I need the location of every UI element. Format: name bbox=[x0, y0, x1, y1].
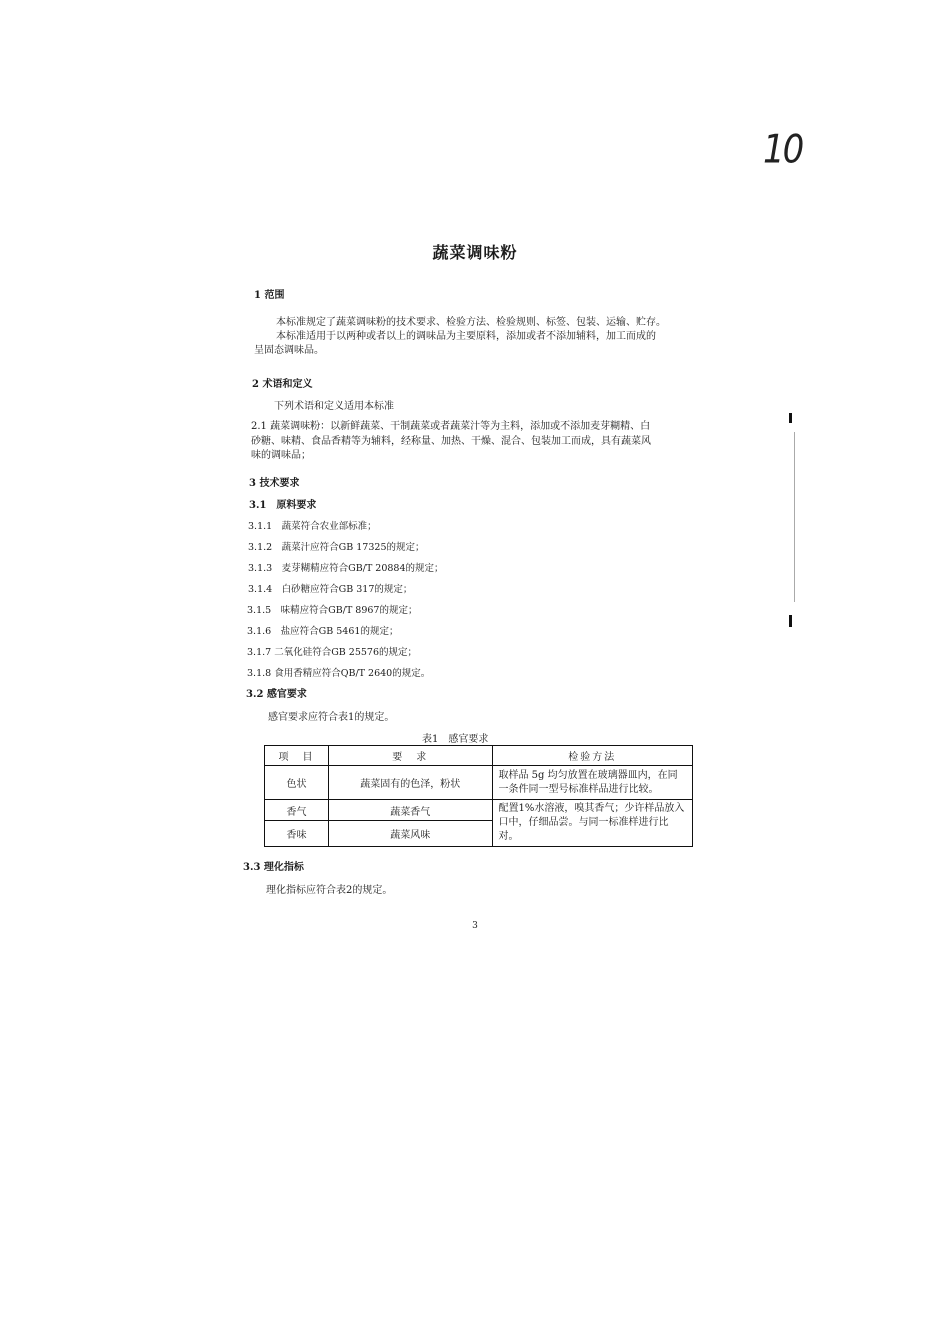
table-cell-requirement: 蔬菜风味 bbox=[328, 821, 492, 847]
table-header-item: 项 目 bbox=[265, 746, 329, 766]
table-cell-item: 香味 bbox=[265, 821, 329, 847]
section-2-heading: 2 术语和定义 bbox=[252, 379, 313, 390]
requirement-item: 3.1.8 食用香精应符合QB/T 2640的规定。 bbox=[247, 668, 431, 679]
section-1-heading: 1 范围 bbox=[254, 290, 285, 301]
scan-edge-mark bbox=[789, 615, 792, 627]
section-2-line: 2.1 蔬菜调味粉：以新鲜蔬菜、干制蔬菜或者蔬菜汁等为主料，添加或不添加麦芽糊精、白 bbox=[251, 421, 651, 432]
requirement-item: 3.1.2 蔬菜汁应符合GB 17325的规定； bbox=[248, 542, 425, 553]
section-3-3-text: 理化指标应符合表2的规定。 bbox=[266, 885, 393, 896]
section-3-2-text: 感官要求应符合表1的规定。 bbox=[268, 712, 395, 723]
section-1-line: 本标准规定了蔬菜调味粉的技术要求、检验方法、检验规则、标签、包装、运输、贮存。 bbox=[276, 317, 666, 328]
table-header-requirement: 要 求 bbox=[328, 746, 492, 766]
requirement-item: 3.1.1 蔬菜符合农业部标准； bbox=[248, 521, 377, 532]
requirement-item: 3.1.5 味精应符合GB/T 8967的规定； bbox=[247, 605, 418, 616]
table-row bbox=[265, 766, 693, 800]
table-cell-method: 配置1%水溶液，嗅其香气；少许样品放入口中，仔细品尝。与同一标准样进行比对。 bbox=[492, 800, 693, 847]
section-3-3-heading: 3.3 理化指标 bbox=[243, 862, 304, 873]
requirement-item: 3.1.3 麦芽糊精应符合GB/T 20884的规定； bbox=[248, 563, 444, 574]
handwritten-page-number: 10 bbox=[763, 127, 803, 173]
requirement-item: 3.1.4 白砂糖应符合GB 317的规定； bbox=[248, 584, 413, 595]
section-2-line: 味的调味品； bbox=[251, 450, 311, 461]
requirement-item: 3.1.6 盐应符合GB 5461的规定； bbox=[247, 626, 399, 637]
section-1-line: 呈固态调味品。 bbox=[254, 345, 324, 356]
section-2-intro: 下列术语和定义适用本标准 bbox=[274, 401, 394, 412]
scan-edge-mark bbox=[789, 413, 792, 423]
section-3-1-heading: 3.1 原料要求 bbox=[249, 500, 317, 511]
table-cell-method: 取样品 5g 均匀放置在玻璃器皿内，在同一条件同一型号标准样品进行比较。 bbox=[492, 766, 693, 800]
table-row bbox=[265, 800, 693, 821]
table-caption: 表1 感官要求 bbox=[422, 734, 489, 745]
section-3-2-heading: 3.2 感官要求 bbox=[246, 689, 307, 700]
table-header-method: 检验方法 bbox=[492, 746, 693, 766]
table-cell-item: 香气 bbox=[265, 800, 329, 821]
table-cell-requirement: 蔬菜香气 bbox=[328, 800, 492, 821]
table-cell-item: 色状 bbox=[265, 766, 329, 800]
scan-edge-mark bbox=[794, 432, 795, 602]
table-header-row bbox=[265, 746, 693, 766]
sensory-requirements-table bbox=[264, 745, 693, 847]
requirement-item: 3.1.7 二氧化硅符合GB 25576的规定； bbox=[247, 647, 418, 658]
section-3-heading: 3 技术要求 bbox=[249, 478, 300, 489]
document-title: 蔬菜调味粉 bbox=[432, 243, 518, 262]
table-cell-requirement: 蔬菜固有的色泽，粉状 bbox=[328, 766, 492, 800]
section-2-line: 砂糖、味精、食品香精等为辅料，经称量、加热、干燥、混合、包装加工而成，具有蔬菜风 bbox=[251, 436, 651, 447]
page-number: 3 bbox=[472, 921, 478, 931]
section-1-line: 本标准适用于以两种或者以上的调味品为主要原料，添加或者不添加辅料，加工而成的 bbox=[276, 331, 656, 342]
